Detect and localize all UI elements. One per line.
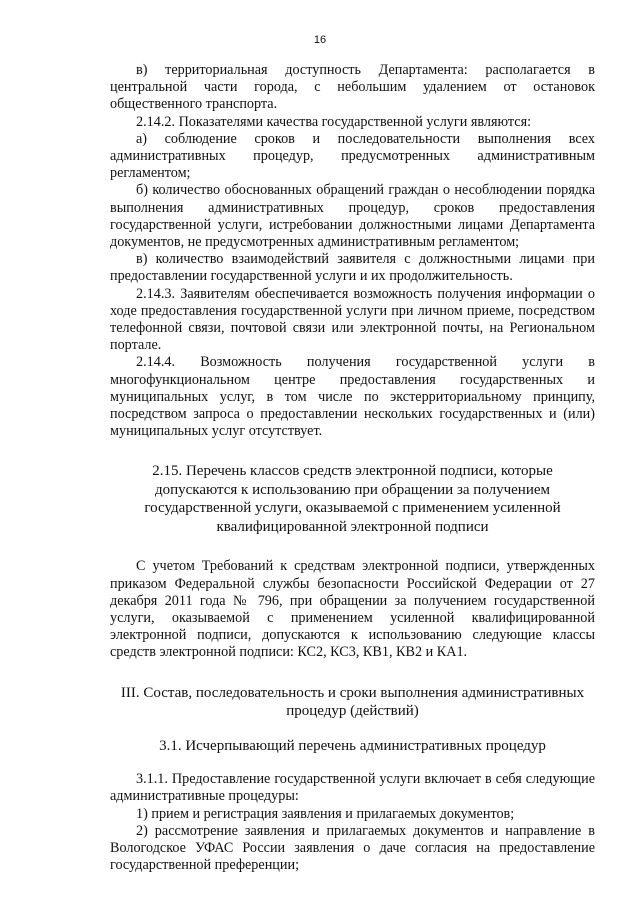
paragraph-quality-b: б) количество обоснованных обращений граждан о несоблюдении порядка выполнения административных процедур, сроков предоставления государственной услуги, истребовании должностными лицами Департамента документов, не предусмотренных административным регламентом; [110, 182, 595, 251]
spacer [110, 755, 595, 771]
spacer [110, 721, 595, 737]
list-item-procedure-1: 1) прием и регистрация заявления и прилагаемых документов; [136, 805, 515, 822]
spacer [110, 662, 595, 684]
paragraph-territorial-access: в) территориальная доступность Департамента: располагается в центральной части города, с небольшим удалением от остановок общественного транспорта. [110, 62, 595, 113]
paragraph-2-14-3: 2.14.3. Заявителям обеспечивается возможность получения информации о ходе предоставления государственной услуги при личном приеме, посредством телефонной связи, почтовой связи или электронной почты, на Региональном портале. [110, 285, 595, 354]
heading-3-1: 3.1. Исчерпывающий перечень административных процедур [159, 737, 546, 754]
page-number: 16 [313, 34, 327, 46]
paragraph-2-14-2: 2.14.2. Показателями качества государственной услуги являются: [136, 113, 532, 130]
document-body [110, 62, 595, 874]
paragraph-quality-c: в) количество взаимодействий заявителя с должностными лицами при предоставлении государственной услуги и их продолжительность. [110, 251, 595, 285]
heading-2-15: 2.15. Перечень классов средств электронной подписи, которые допускаются к использованию при обращении за получением государственной услуги, оказываемой с применением усиленной квалифицированной электронной подписи [144, 463, 561, 535]
paragraph-3-1-1: 3.1.1. Предоставление государственной услуги включает в себя следующие административные процедуры: [110, 771, 595, 805]
paragraph-2-14-4: 2.14.4. Возможность получения государственной услуги в многофункциональном центре предоставления государственных и муниципальных услуг, в том числе по экстерриториальному принципу, посредством запроса о предоставлении нескольких государственных и (или) муниципальных услуг отсутствует. [110, 354, 595, 440]
paragraph-quality-a: а) соблюдение сроков и последовательности выполнения всех административных процедур, предусмотренных административным регламентом; [110, 130, 595, 182]
spacer [110, 536, 595, 558]
list-item-procedure-2: 2) рассмотрение заявления и прилагаемых документов и направление в Вологодское УФАС России заявления о даче согласия на предоставление государственной преференции; [110, 822, 595, 874]
heading-section-iii: III. Состав, последовательность и сроки выполнения административных процедур (действий) [120, 684, 585, 720]
paragraph-2-15: С учетом Требований к средствам электронной подписи, утвержденных приказом Федеральной службы безопасности Российской Федерации от 27 декабря 2011 года № 796, при обращении за получением государственной услуги, оказываемой с применением усиленной квалифицированной электронной подписи, допускаются к использованию следующие классы средств электронной подписи: КС2, КС3, КВ1, КВ2 и КА1. [110, 558, 595, 661]
spacer [110, 440, 595, 462]
